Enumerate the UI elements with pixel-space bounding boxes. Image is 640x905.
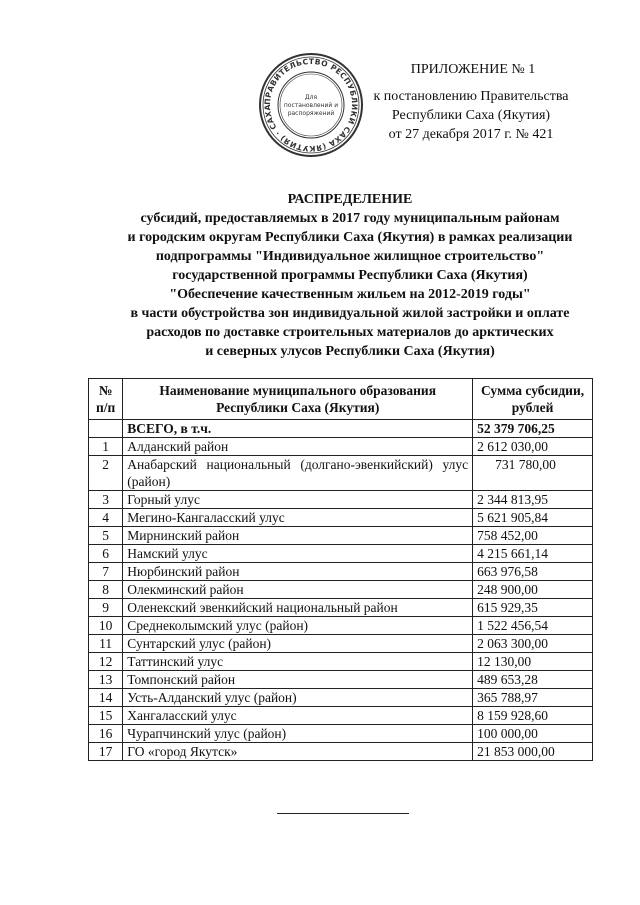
- table-row: [89, 563, 593, 581]
- table-row: [89, 599, 593, 617]
- table-row: [89, 707, 593, 725]
- table-row: [89, 671, 593, 689]
- row-num: 14: [89, 689, 123, 707]
- row-sum: 12 130,00: [473, 653, 593, 671]
- table-row: [89, 581, 593, 599]
- heading-line: и городским округам Республики Саха (Якутия) в рамках реализации: [127, 230, 573, 245]
- heading-line: "Обеспечение качественным жильем на 2012-2019 годы": [169, 287, 531, 302]
- seal-icon: [258, 52, 364, 158]
- appendix-line: Республики Саха (Якутия): [391, 108, 551, 123]
- table-row: [89, 456, 593, 491]
- table-total-row: [89, 420, 593, 438]
- appendix-line: к постановлению Правительства: [373, 89, 569, 104]
- row-sum: 1 522 456,54: [473, 617, 593, 635]
- closing-divider: [277, 813, 409, 814]
- row-name: Томпонский район: [123, 671, 473, 689]
- table-row: [89, 545, 593, 563]
- row-sum: 489 653,28: [473, 671, 593, 689]
- row-num: 11: [89, 635, 123, 653]
- column-header-name: Наименование муниципального образования Республики Саха (Якутия): [123, 379, 473, 420]
- heading-line: и северных улусов Республики Саха (Якутия): [205, 344, 495, 359]
- heading-line: расходов по доставке строительных материалов до арктических: [146, 325, 554, 340]
- row-sum: 8 159 928,60: [473, 707, 593, 725]
- row-sum: 615 929,35: [473, 599, 593, 617]
- row-name: Усть-Алданский улус (район): [123, 689, 473, 707]
- row-sum: 21 853 000,00: [473, 743, 593, 761]
- row-num: 16: [89, 725, 123, 743]
- row-name: Олекминский район: [123, 581, 473, 599]
- table-row: [89, 509, 593, 527]
- row-name: Намский улус: [123, 545, 473, 563]
- row-sum: 2 612 030,00: [473, 438, 593, 456]
- row-num: 12: [89, 653, 123, 671]
- row-name: Хангаласский улус: [123, 707, 473, 725]
- row-num: 1: [89, 438, 123, 456]
- table-row: [89, 653, 593, 671]
- table-row: [89, 617, 593, 635]
- row-num: 5: [89, 527, 123, 545]
- row-sum: 5 621 905,84: [473, 509, 593, 527]
- table-row: [89, 689, 593, 707]
- appendix-header: [356, 60, 586, 144]
- row-name: Таттинский улус: [123, 653, 473, 671]
- table-row: [89, 527, 593, 545]
- row-num: 15: [89, 707, 123, 725]
- table-row: [89, 491, 593, 509]
- row-sum: 663 976,58: [473, 563, 593, 581]
- row-name: Нюрбинский район: [123, 563, 473, 581]
- subsidy-table: [88, 378, 593, 761]
- row-sum: 2 344 813,95: [473, 491, 593, 509]
- row-sum: 248 900,00: [473, 581, 593, 599]
- row-sum: 100 000,00: [473, 725, 593, 743]
- row-sum: 365 788,97: [473, 689, 593, 707]
- table-row: [89, 743, 593, 761]
- row-name: Алданский район: [123, 438, 473, 456]
- row-num: 3: [89, 491, 123, 509]
- appendix-date-line: от 27 декабря 2017 г. № 421: [388, 127, 554, 142]
- seal-center-line: Для: [304, 94, 318, 101]
- heading-line: субсидий, предоставляемых в 2017 году муниципальным районам: [140, 211, 560, 226]
- document-title: РАСПРЕДЕЛЕНИЕ: [287, 192, 413, 207]
- row-name: Мегино-Кангаласский улус: [123, 509, 473, 527]
- seal-ring-text: ПРАВИТЕЛЬСТВО РЕСПУБЛИКИ САХА (ЯКУТИЯ) · САХА: [262, 56, 360, 154]
- row-num: 2: [89, 456, 123, 491]
- row-num: 4: [89, 509, 123, 527]
- row-num: 10: [89, 617, 123, 635]
- row-num: 9: [89, 599, 123, 617]
- row-name: Сунтарский улус (район): [123, 635, 473, 653]
- row-name: Среднеколымский улус (район): [123, 617, 473, 635]
- row-num: 13: [89, 671, 123, 689]
- total-num-cell: [89, 420, 123, 438]
- column-header-sum: Сумма субсидии, рублей: [473, 379, 593, 420]
- row-name: Оленекский эвенкийский национальный район: [123, 599, 473, 617]
- heading-line: в части обустройства зон индивидуальной жилой застройки и оплате: [130, 306, 570, 321]
- row-num: 7: [89, 563, 123, 581]
- row-sum: 731 780,00: [473, 456, 593, 491]
- table-header-row: [89, 379, 593, 420]
- row-num: 6: [89, 545, 123, 563]
- column-header-num: № п/п: [89, 379, 123, 420]
- table-row: [89, 438, 593, 456]
- seal-center-line: распоряжений: [287, 110, 335, 117]
- heading-line: подпрограммы "Индивидуальное жилищное строительство": [155, 249, 545, 264]
- table-row: [89, 635, 593, 653]
- row-name: Чурапчинский улус (район): [123, 725, 473, 743]
- table-row: [89, 725, 593, 743]
- heading-line: государственной программы Республики Саха (Якутия): [172, 268, 528, 283]
- seal-center-line: постановлений и: [283, 102, 339, 109]
- row-num: 17: [89, 743, 123, 761]
- row-sum: 4 215 661,14: [473, 545, 593, 563]
- row-name: Горный улус: [123, 491, 473, 509]
- appendix-title: ПРИЛОЖЕНИЕ № 1: [410, 62, 536, 77]
- row-sum: 758 452,00: [473, 527, 593, 545]
- row-sum: 2 063 300,00: [473, 635, 593, 653]
- total-sum: 52 379 706,25: [473, 420, 593, 438]
- row-name: ГО «город Якутск»: [123, 743, 473, 761]
- row-name: Мирнинский район: [123, 527, 473, 545]
- row-num: 8: [89, 581, 123, 599]
- document-heading: [60, 190, 640, 361]
- row-name: Анабарский национальный (долгано-эвенкийский) улус (район): [123, 456, 473, 491]
- total-label: ВСЕГО, в т.ч.: [123, 420, 473, 438]
- official-seal: [258, 52, 364, 158]
